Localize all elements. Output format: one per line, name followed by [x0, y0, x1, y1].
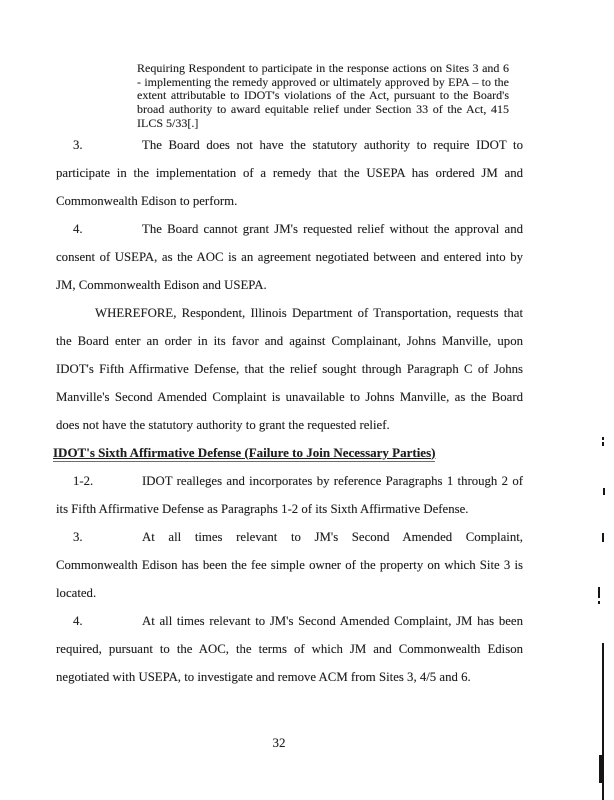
paragraph-number: 3. [73, 529, 83, 544]
paragraph-sixth-4 [56, 607, 523, 691]
wherefore-paragraph: WHEREFORE, Respondent, Illinois Department of Transportation, requests that the Board enter an order in its favor and against Complainant, Johns Manville, upon IDOT's Fifth Affirmative Defense, that the relief sought through Paragraph C of Johns Manville's Second Amended Complaint is unavailable to Johns Manville, as the Board does not have the statutory authority to grant the requested relief. [56, 305, 523, 432]
paragraph-text: At all times relevant to JM's Second Amended Complaint, Commonwealth Edison has been the fee simple owner of the property on which Site 3 is located. [56, 529, 523, 600]
paragraph-number: 4. [73, 613, 83, 628]
paragraph-number: 3. [73, 137, 83, 152]
paragraph-text: At all times relevant to JM's Second Amended Complaint, JM has been required, pursuant to the AOC, the terms of which JM and Commonwealth Edison negotiated with USEPA, to investigate and remove ACM from Sites 3, 4/5 and 6. [56, 613, 523, 684]
paragraph-text: The Board cannot grant JM's requested relief without the approval and consent of USEPA, as the AOC is an agreement negotiated between and entered into by JM, Commonwealth Edison and USEPA. [56, 221, 523, 292]
paragraph-number: 1-2. [73, 473, 94, 488]
paragraph-sixth-3 [56, 523, 523, 607]
paragraph-number: 4. [73, 221, 83, 236]
page-number: 32 [272, 735, 286, 750]
paragraph-text: The Board does not have the statutory authority to require IDOT to participate in the implementation of a remedy that the USEPA has ordered JM and Commonwealth Edison to perform. [56, 137, 523, 208]
document-body [53, 61, 523, 691]
sixth-defense-heading: IDOT's Sixth Affirmative Defense (Failure to Join Necessary Parties) [53, 444, 436, 460]
paragraph-fifth-4 [56, 215, 523, 299]
scan-artifact-mark [602, 533, 604, 542]
indented-quote: Requiring Respondent to participate in the response actions on Sites 3 and 6 - implementing the remedy approved or ultimately approved by EPA – to the extent attributable to IDOT's violations of the Act, pursuant to the Board's broad authority to award equitable relief under Section 33 of the Act, 415 ILCS 5/33[.] [137, 61, 509, 130]
scan-artifact-mark [602, 437, 604, 440]
scan-artifact-mark [598, 587, 600, 598]
scan-artifact-mark [603, 488, 605, 495]
paragraph-fifth-3 [56, 131, 523, 215]
scan-artifact-mark [598, 601, 600, 604]
scan-artifact-edge-line-thick [599, 755, 603, 783]
scan-artifact-mark [602, 442, 604, 446]
paragraph-text: IDOT realleges and incorporates by reference Paragraphs 1 through 2 of its Fifth Affirmative Defense as Paragraphs 1-2 of its Sixth Affirmative Defense. [56, 473, 523, 516]
paragraph-sixth-1-2 [56, 467, 523, 523]
